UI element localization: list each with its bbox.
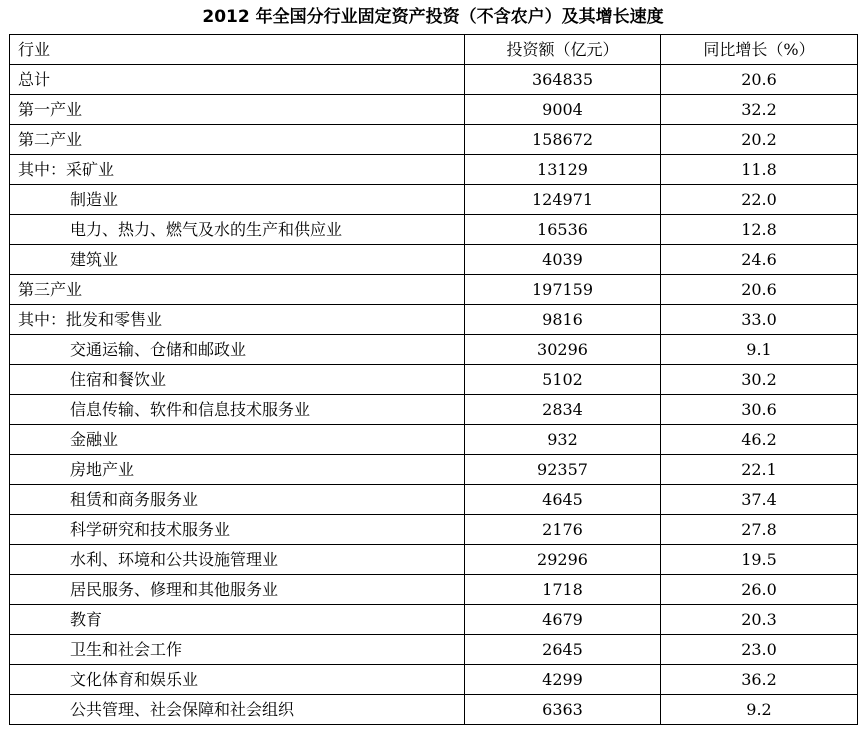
growth-cell: 9.2 (661, 695, 858, 725)
investment-cell: 9816 (465, 305, 661, 335)
growth-cell: 30.6 (661, 395, 858, 425)
industry-cell: 公共管理、社会保障和社会组织 (10, 695, 465, 725)
investment-cell: 4645 (465, 485, 661, 515)
industry-cell: 水利、环境和公共设施管理业 (10, 545, 465, 575)
table-title: 2012 年全国分行业固定资产投资（不含农户）及其增长速度 (202, 7, 664, 27)
investment-cell: 158672 (465, 125, 661, 155)
table-row (10, 395, 858, 425)
growth-cell: 20.6 (661, 275, 858, 305)
industry-cell: 居民服务、修理和其他服务业 (10, 575, 465, 605)
investment-table (9, 34, 858, 725)
growth-cell: 9.1 (661, 335, 858, 365)
investment-cell: 30296 (465, 335, 661, 365)
growth-cell: 30.2 (661, 365, 858, 395)
industry-cell: 住宿和餐饮业 (10, 365, 465, 395)
table-row (10, 65, 858, 95)
industry-cell: 卫生和社会工作 (10, 635, 465, 665)
industry-cell: 电力、热力、燃气及水的生产和供应业 (10, 215, 465, 245)
industry-cell: 建筑业 (10, 245, 465, 275)
investment-cell: 5102 (465, 365, 661, 395)
investment-cell: 29296 (465, 545, 661, 575)
industry-cell: 第一产业 (10, 95, 465, 125)
industry-cell: 其中：采矿业 (10, 155, 465, 185)
industry-cell: 科学研究和技术服务业 (10, 515, 465, 545)
table-row (10, 275, 858, 305)
industry-cell: 第三产业 (10, 275, 465, 305)
table-row (10, 575, 858, 605)
table-row (10, 245, 858, 275)
growth-cell: 26.0 (661, 575, 858, 605)
investment-cell: 932 (465, 425, 661, 455)
header-industry: 行业 (10, 35, 465, 65)
growth-cell: 36.2 (661, 665, 858, 695)
table-row (10, 305, 858, 335)
table-row (10, 215, 858, 245)
table-row (10, 155, 858, 185)
industry-cell: 租赁和商务服务业 (10, 485, 465, 515)
investment-cell: 9004 (465, 95, 661, 125)
industry-cell: 房地产业 (10, 455, 465, 485)
header-row (10, 35, 858, 65)
growth-cell: 32.2 (661, 95, 858, 125)
table-row (10, 95, 858, 125)
industry-cell: 交通运输、仓储和邮政业 (10, 335, 465, 365)
table-row (10, 665, 858, 695)
investment-cell: 364835 (465, 65, 661, 95)
growth-cell: 12.8 (661, 215, 858, 245)
table-row (10, 515, 858, 545)
investment-cell: 197159 (465, 275, 661, 305)
growth-cell: 23.0 (661, 635, 858, 665)
growth-cell: 33.0 (661, 305, 858, 335)
growth-cell: 22.1 (661, 455, 858, 485)
table-row (10, 455, 858, 485)
investment-cell: 2834 (465, 395, 661, 425)
industry-cell: 总计 (10, 65, 465, 95)
table-row (10, 635, 858, 665)
table-row (10, 125, 858, 155)
table-row (10, 485, 858, 515)
table-row (10, 545, 858, 575)
industry-cell: 教育 (10, 605, 465, 635)
investment-cell: 2176 (465, 515, 661, 545)
investment-cell: 4299 (465, 665, 661, 695)
table-row (10, 335, 858, 365)
investment-cell: 16536 (465, 215, 661, 245)
table-row (10, 365, 858, 395)
industry-cell: 第二产业 (10, 125, 465, 155)
growth-cell: 20.2 (661, 125, 858, 155)
growth-cell: 37.4 (661, 485, 858, 515)
investment-cell: 92357 (465, 455, 661, 485)
table-row (10, 185, 858, 215)
investment-cell: 13129 (465, 155, 661, 185)
growth-cell: 27.8 (661, 515, 858, 545)
table-row (10, 425, 858, 455)
growth-cell: 46.2 (661, 425, 858, 455)
investment-cell: 6363 (465, 695, 661, 725)
growth-cell: 11.8 (661, 155, 858, 185)
industry-cell: 信息传输、软件和信息技术服务业 (10, 395, 465, 425)
growth-cell: 20.6 (661, 65, 858, 95)
growth-cell: 24.6 (661, 245, 858, 275)
header-growth: 同比增长（%） (661, 35, 858, 65)
investment-cell: 2645 (465, 635, 661, 665)
table-row (10, 605, 858, 635)
header-investment: 投资额（亿元） (465, 35, 661, 65)
industry-cell: 制造业 (10, 185, 465, 215)
growth-cell: 20.3 (661, 605, 858, 635)
industry-cell: 其中：批发和零售业 (10, 305, 465, 335)
investment-cell: 4679 (465, 605, 661, 635)
growth-cell: 19.5 (661, 545, 858, 575)
table-row (10, 695, 858, 725)
industry-cell: 金融业 (10, 425, 465, 455)
growth-cell: 22.0 (661, 185, 858, 215)
investment-cell: 1718 (465, 575, 661, 605)
investment-cell: 124971 (465, 185, 661, 215)
industry-cell: 文化体育和娱乐业 (10, 665, 465, 695)
investment-cell: 4039 (465, 245, 661, 275)
